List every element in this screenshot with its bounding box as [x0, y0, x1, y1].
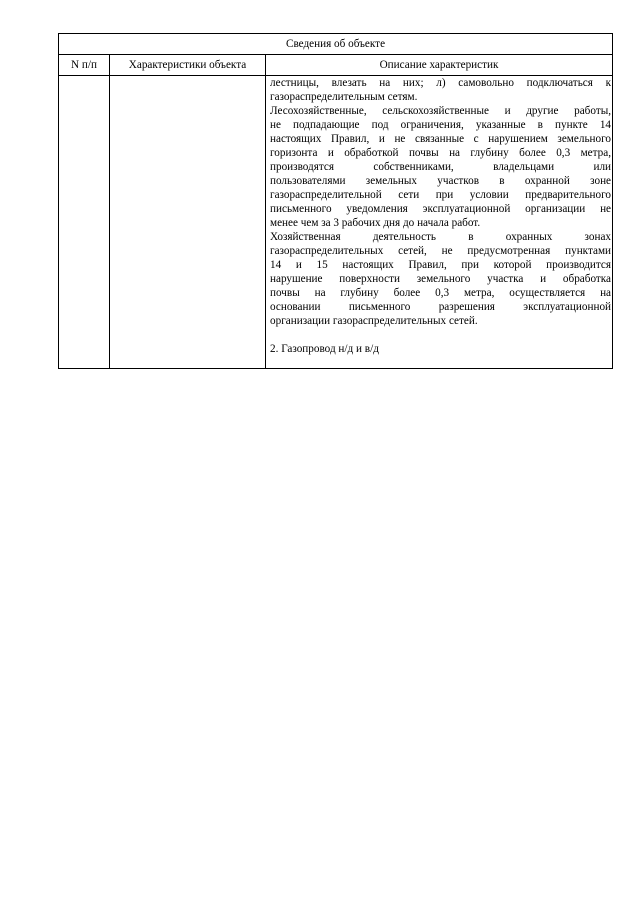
- description-line: 14 и 15 настоящих Правил, при которой производится: [270, 259, 612, 271]
- description-line: Лесохозяйственные, сельскохозяйственные и другие работы,: [270, 105, 612, 117]
- description-line: горизонта и обработкой почвы на глубину более 0,3 метра,: [270, 147, 612, 159]
- description-line: организации газораспределительных сетей.: [270, 315, 478, 327]
- description-text: [266, 76, 612, 356]
- column-header-description: Описание характеристик: [266, 55, 613, 76]
- description-line: Хозяйственная деятельность в охранных зонах: [270, 231, 612, 243]
- gas-pipeline-item: 2. Газопровод н/д и в/д: [270, 343, 379, 355]
- description-line: настоящих Правил, и не связанные с нарушением земельного: [270, 133, 612, 145]
- row-description-cell: [266, 76, 613, 369]
- description-line: газораспределительной сети при условии предварительного: [270, 189, 612, 201]
- description-line: лестницы, влезать на них; л) самовольно подключаться к: [270, 77, 612, 89]
- description-line: не подпадающие под ограничения, указанные в пункте 14: [270, 119, 612, 131]
- column-header-number: N п/п: [59, 55, 110, 76]
- description-line: менее чем за 3 рабочих дня до начала работ.: [270, 217, 481, 229]
- description-line: газораспределительным сетям.: [270, 91, 418, 103]
- description-line: почвы на глубину более 0,3 метра, осуществляется на: [270, 287, 612, 299]
- column-header-characteristics: Характеристики объекта: [110, 55, 266, 76]
- object-info-table: [58, 33, 613, 369]
- description-line: пользователями земельных участков в охранной зоне: [270, 175, 612, 187]
- description-line: газораспределительных сетей, не предусмотренная пунктами: [270, 245, 612, 257]
- table-title: Сведения об объекте: [59, 34, 613, 55]
- description-line: нарушение поверхности земельного участка и обработка: [270, 273, 612, 285]
- row-number-cell: [59, 76, 110, 369]
- description-line: письменного уведомления эксплуатационной организации не: [270, 203, 612, 215]
- description-line: основании письменного разрешения эксплуатационной: [270, 301, 612, 313]
- description-line: производятся собственниками, владельцами или: [270, 161, 612, 173]
- row-characteristic-cell: [110, 76, 266, 369]
